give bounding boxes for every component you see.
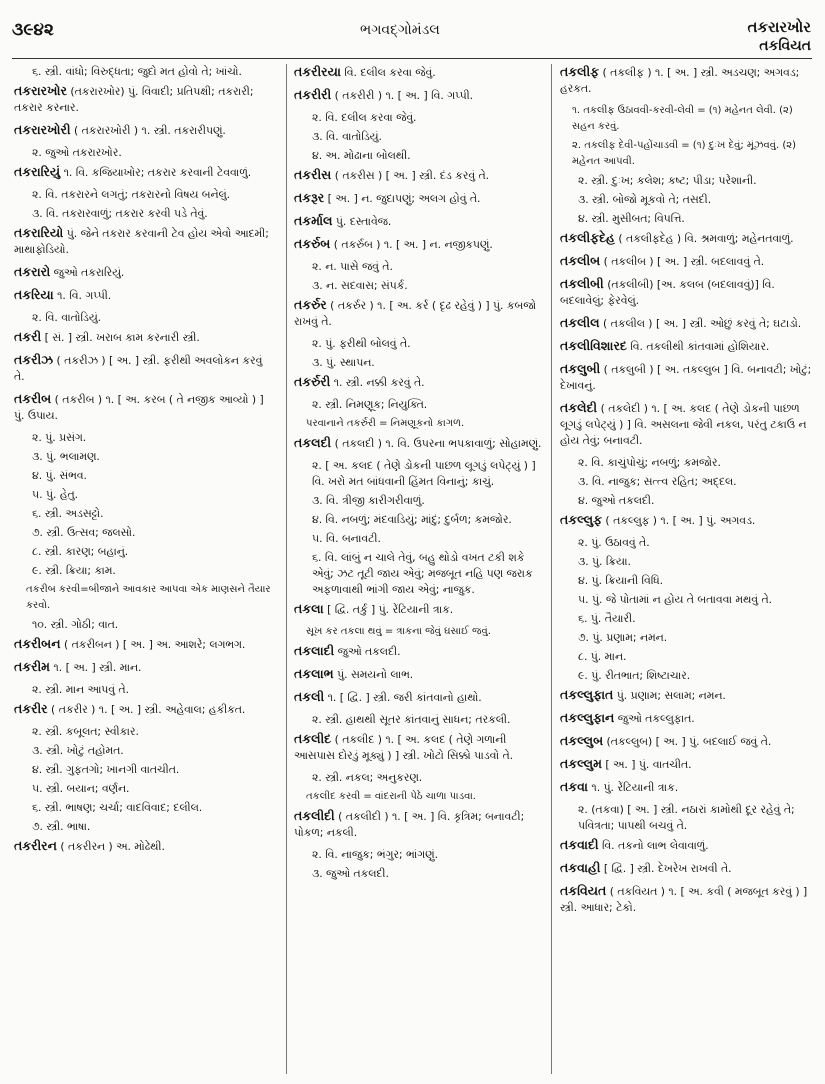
guide-word-first: તકરારખોર xyxy=(747,18,811,36)
entry-sense xyxy=(294,259,546,275)
dictionary-entry xyxy=(14,659,276,676)
dictionary-entry xyxy=(14,391,276,424)
dictionary-entry xyxy=(294,435,546,452)
definition-text: ૨. પું. ફરીથી બોલવું તે. xyxy=(312,337,411,350)
headword: તકલાદી xyxy=(294,643,335,658)
definition-text: ( તકલીફ ) ૧. [ અ. ] સ્ત્રી. અડચણ; અગવડ; હરકત. xyxy=(560,66,800,95)
definition-text: ૩. વિ. વાતોડિયું. xyxy=(312,130,382,143)
entry-sense xyxy=(294,129,546,145)
definition-text: ( તકલીદ ) ૧. [ અ. કલદ ( તેણે ગળાની આસપાસ દોરડું મૂક્યું ) ] સ્ત્રી. ખોટો સિક્કો પાડવો તે. xyxy=(294,733,514,762)
entry-sense xyxy=(14,525,276,541)
dictionary-entry xyxy=(560,253,812,270)
dictionary-entry xyxy=(14,164,276,181)
dictionary-entry xyxy=(560,837,812,854)
entry-sense xyxy=(14,544,276,560)
definition-text: ( તકલીલ ) [ અ. ] સ્ત્રી. ઓછું કરવું તે; ઘટાડો. xyxy=(599,317,802,330)
headword: તકરિયા xyxy=(14,287,54,302)
dictionary-entry xyxy=(14,287,276,304)
running-title: ભગવદ્ગોમંડલ xyxy=(360,22,440,38)
definition-text: ૭. સ્ત્રી. ઉત્સવ; જલસો. xyxy=(32,526,136,539)
definition-text: ૯. સ્ત્રી. ક્રિયા; કામ. xyxy=(32,564,116,577)
definition-text: ( તકરીબ ) ૧. [ અ. કરબ ( તે નજીક આવ્યો ) ] પું. ઉપાય. xyxy=(14,393,264,422)
headword: તકવિયત xyxy=(560,883,607,898)
dictionary-entry xyxy=(14,122,276,139)
usage-example xyxy=(294,416,546,432)
definition-text: ( તકરીર ) ૧. [ અ. ] સ્ત્રી. અહેવાલ; હકીકત. xyxy=(47,703,246,716)
definition-text: ( તકલ્લુફ ) ૧. [ અ. ] પું. અગવડ. xyxy=(602,514,756,527)
headword: તકલેદી xyxy=(560,400,598,415)
definition-text: ( તકર્રુબ ) ૧. [ અ. ] ન. નજીકપણું. xyxy=(330,238,493,251)
definition-text: ( તકરીઝ ) [ અ. ] સ્ત્રી. ફરીથી અવલોકન કરવું તે. xyxy=(14,354,263,383)
definition-text: પું. જેને તકરાર કરવાની ટેવ હોય એવો આદમી; માથાફોડિયો. xyxy=(14,227,269,256)
definition-text: ( તકલીબ ) [ અ. ] સ્ત્રી. બદલાવવું તે. xyxy=(600,255,765,268)
headword: તકલા xyxy=(294,601,324,616)
dictionary-entry xyxy=(14,83,276,116)
headword: તકરારખોરી xyxy=(14,122,71,137)
headword: તકલદી xyxy=(294,435,332,450)
entry-sense xyxy=(560,630,812,646)
headword: તકલ્લુફ xyxy=(560,512,602,527)
definition-text: ( તકલેદી ) ૧. [ અ. કલદ ( તેણે ડોકની પાછળ લૂગડું લપેટ્યું ) ] વિ. અસલના જેવી નકલ, પરંતુ ટકાઉ ન હોય તેવું; બનાવટી. xyxy=(560,402,807,447)
definition-text: ૩. સ્ત્રી. ખોટું તહોમત. xyxy=(32,744,124,757)
headword: તકલ્લુફાન xyxy=(560,710,615,725)
definition-text: [ અ. ] ન. જુદાપણું; અલગ હોવું તે. xyxy=(324,192,481,205)
definition-text: ( તકર્રુર ) ૧. [ અ. કર્ર ( દૃઢ રહેવું ) ] પું. કબજો રાખવું તે. xyxy=(294,299,537,328)
dictionary-entry xyxy=(560,733,812,750)
definition-text: (તકરારખોર) પું. વિવાદી; પ્રતિપક્ષી; તકરારી; તકરાર કરનાર. xyxy=(14,85,254,114)
headword: તકરીમ xyxy=(14,659,50,674)
headword: તકલ્લુબ xyxy=(560,733,604,748)
definition-text: વિ. દલીલ કરવા જેવું. xyxy=(340,66,436,79)
headword: તકરી xyxy=(14,329,42,344)
headword: તકલીફદેહ xyxy=(560,230,615,245)
definition-text: ( તકલીફદેહ ) વિ. શ્રમવાળું; મહેનતવાળું. xyxy=(614,232,794,245)
column-divider-1 xyxy=(286,64,287,1074)
definition-text: ૫. સ્ત્રી. બયાન; વર્ણન. xyxy=(32,782,130,795)
dictionary-entry xyxy=(14,329,276,346)
definition-text: સૂખ કર તકલા થવું = ત્રાકના જેવું ઘસાઈ જવું. xyxy=(306,626,491,637)
headword: તકલાભ xyxy=(294,666,334,681)
headword: તકલીદી xyxy=(294,808,335,823)
column-middle xyxy=(294,64,546,1076)
definition-text: પું. પ્રણામ; સલામ; નમન. xyxy=(613,689,726,702)
dictionary-entry xyxy=(560,338,812,355)
entry-sense xyxy=(14,310,276,326)
entry-sense xyxy=(14,682,276,698)
headword: તકરારખોર xyxy=(14,83,67,98)
usage-example xyxy=(294,789,546,805)
entry-sense xyxy=(294,336,546,352)
entry-sense xyxy=(14,506,276,522)
definition-text: ૨. સ્ત્રી. માન આપવું તે. xyxy=(32,683,130,696)
definition-text: ૬. સ્ત્રી. ભાષણ; ચર્ચા; વાદવિવાદ; દલીલ. xyxy=(32,801,203,814)
dictionary-entry xyxy=(294,167,546,184)
definition-text: (તકલ્લુબ) [ અ. ] પું. બદલાઈ જવું તે. xyxy=(603,735,772,748)
definition-text: ૨. પું. પ્રસંગ. xyxy=(32,431,87,444)
definition-text: ( તકરીરન ) અ. મોઢેથી. xyxy=(56,840,165,853)
entry-sense xyxy=(294,531,546,547)
definition-text: ૬. વિ. લાંબું ન ચાલે તેવું, બહુ થોડો વખત ટકી શકે એવું; ઝટ તૂટી જાય એવું; મજબૂત નહિ પણ જરાક અફળાવાથી ભાંગી જાય એવું; નાજુક. xyxy=(312,551,533,596)
definition-text: ૨. સ્ત્રી. નિમણૂક; નિયુક્તિ. xyxy=(312,398,428,411)
entry-sense xyxy=(14,64,276,80)
definition-text: (તકલીબી) [અ. કલબ (બદલાવવું)] વિ. બદલાવેલું; ફેરવેલું. xyxy=(560,278,775,307)
dictionary-entry xyxy=(294,643,546,660)
entry-sense xyxy=(294,397,546,413)
dictionary-entry xyxy=(560,756,812,773)
definition-text: ( તકલીદી ) ૧. [ અ. ] વિ. કૃત્રિમ; બનાવટી; પોકળ; નકલી. xyxy=(294,810,525,839)
headword: તકર્માલ xyxy=(294,213,333,228)
entry-sense xyxy=(560,554,812,570)
entry-sense xyxy=(294,770,546,786)
definition-text: ( તકરારખોરી ) ૧. સ્ત્રી. તકરારીપણું. xyxy=(70,124,226,137)
headword: તકરૂર xyxy=(294,190,325,205)
definition-text: ૨. તકલીફ દેવી-પહોંચાડવી = (૧) દુઃખ દેવું; મૂંઝવવું. (૨) મહેનત આપવી. xyxy=(572,140,797,167)
dictionary-entry xyxy=(294,64,546,81)
dictionary-entry xyxy=(560,276,812,309)
headword: તકલીવિશારદ xyxy=(560,338,627,353)
definition-text: ૬. સ્ત્રી. અડસટ્ટો. xyxy=(32,507,104,520)
headword: તકલ્લુમ xyxy=(560,756,602,771)
dictionary-entry xyxy=(294,601,546,618)
definition-text: ( તકરીસ ) [ અ. ] સ્ત્રી. દંડ કરવું તે. xyxy=(331,169,490,182)
headword: તકરારો xyxy=(14,264,51,279)
definition-text: ૩. સ્ત્રી. બોજો મૂકવો તે; તસદી. xyxy=(578,193,712,206)
headword: તકલ્લુફાત xyxy=(560,687,614,702)
definition-text: ૪. સ્ત્રી. મુસીબત; વિપત્તિ. xyxy=(578,212,685,225)
definition-text: ૧૦. સ્ત્રી. ગોઠી; વાત. xyxy=(32,618,119,631)
entry-sense xyxy=(14,617,276,633)
entry-sense xyxy=(294,110,546,126)
headword: તકર્રુર xyxy=(294,297,327,312)
dictionary-entry xyxy=(294,689,546,706)
dictionary-entry xyxy=(14,701,276,718)
dictionary-entry xyxy=(560,883,812,916)
definition-text: ૨. વિ. કાચુંપોચું; નબળું; કમજોર. xyxy=(578,456,721,469)
definition-text: ૪. અ. મોઢાના બોલથી. xyxy=(312,149,411,162)
entry-sense xyxy=(14,743,276,759)
usage-example xyxy=(560,138,812,170)
entry-sense xyxy=(294,712,546,728)
headword: તકરીસ xyxy=(294,167,332,182)
headword: તકલીલ xyxy=(560,315,600,330)
dictionary-entry xyxy=(294,213,546,230)
definition-text: ૫. પું. જે પોતામાં ન હોય તે બતાવવા મથવું તે. xyxy=(578,593,773,606)
entry-sense xyxy=(14,781,276,797)
entry-sense xyxy=(14,563,276,579)
dictionary-entry xyxy=(560,687,812,704)
headword: તકર્રુબ xyxy=(294,236,331,251)
definition-text: ૧. વિ. ગપ્પી. xyxy=(53,289,112,302)
entry-sense xyxy=(560,474,812,490)
entry-sense xyxy=(294,458,546,490)
headword: તકરીઝ xyxy=(14,352,54,367)
entry-sense xyxy=(560,535,812,551)
definition-text: ( તકરીરી ) ૧. [ અ. ] વિ. ગપ્પી. xyxy=(331,89,474,102)
definition-text: ૪. વિ. નબળું; મંદવાડિયું; માંદું; દુર્બળ; કમજોર. xyxy=(312,513,512,526)
definition-text: ૩. પું. ક્રિયા. xyxy=(578,555,631,568)
definition-text: ૨. ન. પાસે જવું તે. xyxy=(312,260,393,273)
definition-text: ૮. સ્ત્રી. કારણ; બહાનું. xyxy=(32,545,129,558)
headword: તકવા xyxy=(560,779,588,794)
definition-text: ૩. પું. ભલામણ. xyxy=(32,450,100,463)
definition-text: ૧. તકલીફ ઉઠાવવી-કરવી-લેવી = (૧) મહેનત લેવી. (૨) સહન કરવું. xyxy=(572,105,793,132)
entry-sense xyxy=(14,206,276,222)
entry-sense xyxy=(560,573,812,589)
definition-text: ( તકરીબન ) [ અ. ] અ. આશરે; લગભગ. xyxy=(60,638,246,651)
usage-example xyxy=(294,624,546,640)
column-right xyxy=(560,64,812,1076)
entry-sense xyxy=(14,487,276,503)
definition-text: ૫. વિ. બનાવટી. xyxy=(312,532,381,545)
entry-sense xyxy=(560,173,812,189)
definition-text: ૨. વિ. નાજુક; ભંગુર; ભાંગણું. xyxy=(312,848,439,861)
definition-text: ૩. ન. સદવાસ; સંપર્ક. xyxy=(312,279,408,292)
definition-text: ૯. પું. રીતભાત; શિષ્ટાચાર. xyxy=(578,669,691,682)
dictionary-entry xyxy=(14,838,276,855)
entry-sense xyxy=(14,800,276,816)
definition-text: ૮. પું. માન. xyxy=(578,650,627,663)
entry-sense xyxy=(14,468,276,484)
entry-sense xyxy=(560,493,812,509)
definition-text: ૨. સ્ત્રી. હાથથી સૂતર કાંતવાનું સાધન; તરકલી. xyxy=(312,713,511,726)
definition-text: ૧. પું. રેંટિયાની ત્રાક. xyxy=(587,781,679,794)
entry-sense xyxy=(14,724,276,740)
entry-sense xyxy=(14,449,276,465)
headword: તકલીફ xyxy=(560,64,600,79)
definition-text: ૬. સ્ત્રી. વાંધો; વિરુદ્ધતા; જુદો મત હોવો તે; ખાંચો. xyxy=(32,65,242,78)
definition-text: ૬. પું. તૈયારી. xyxy=(578,612,636,625)
dictionary-entry xyxy=(560,779,812,796)
headword: તકર્રુરી xyxy=(294,374,331,389)
headword: તકરીર xyxy=(14,701,48,716)
entry-sense xyxy=(560,592,812,608)
definition-text: ૧. વિ. કજિયાખોર; તકરાર કરવાની ટેવવાળું. xyxy=(60,166,252,179)
dictionary-entry xyxy=(560,512,812,529)
definition-text: ૩. વિ. ત્રીજી કારીગરીવાળું. xyxy=(312,494,425,507)
entry-sense xyxy=(14,430,276,446)
dictionary-entry xyxy=(294,666,546,683)
definition-text: ૪. જુઓ તકલદી. xyxy=(578,494,655,507)
definition-text: [ સં. ] સ્ત્રી. ખરાબ કામ કરનારી સ્ત્રી. xyxy=(41,331,200,344)
definition-text: પરવાનાને તકર્રુરી = નિમણૂકનો કાગળ. xyxy=(306,418,465,429)
dictionary-entry xyxy=(14,352,276,385)
definition-text: ૧. સ્ત્રી. નક્કી કરવું તે. xyxy=(330,376,425,389)
entry-sense xyxy=(294,148,546,164)
entry-sense xyxy=(560,192,812,208)
column-left xyxy=(14,64,276,1076)
definition-text: ૨. (તકવા) [ અ. ] સ્ત્રી. નઠારાં કામોથી દૂર રહેવું તે; પવિત્રતા; પાપથી બચવું તે. xyxy=(578,803,795,832)
dictionary-entry xyxy=(294,87,546,104)
definition-text: ૨. સ્ત્રી. દુઃખ; કલેશ; કષ્ટ; પીડા; પરેશાની. xyxy=(578,174,757,187)
header-rule xyxy=(12,58,812,59)
definition-text: ૪. પું. સંભવ. xyxy=(32,469,87,482)
dictionary-entry xyxy=(294,297,546,330)
dictionary-entry xyxy=(14,225,276,258)
guide-word-last: તકવિયત xyxy=(759,38,811,54)
definition-text: [ અ. ] પું. વાતચીત. xyxy=(601,758,692,771)
headword: તકરીરી xyxy=(294,87,332,102)
definition-text: પું. સમયનો લાભ. xyxy=(333,668,414,681)
dictionary-entry xyxy=(560,315,812,332)
definition-text: જુઓ તકરારિયું. xyxy=(50,266,125,279)
entry-sense xyxy=(560,611,812,627)
definition-text: ૩. જુઓ તકલદી. xyxy=(312,867,389,880)
definition-text: ૪. પું. ક્રિયાની વિધિ. xyxy=(578,574,664,587)
entry-sense xyxy=(294,278,546,294)
definition-text: ૩. વિ. નાજુક; સત્ત્વ રહિત; અદ્દલ. xyxy=(578,475,737,488)
dictionary-entry xyxy=(560,64,812,97)
headword: તકરીબન xyxy=(14,636,61,651)
headword: તકલી xyxy=(294,689,325,704)
entry-sense xyxy=(294,355,546,371)
definition-text: ૨. વિ. તકરારને લગતું; તકરારનો વિષય બનેલું. xyxy=(32,188,231,201)
headword: તકલુબી xyxy=(560,361,601,376)
entry-sense xyxy=(560,211,812,227)
entry-sense xyxy=(14,187,276,203)
dictionary-entry xyxy=(560,400,812,449)
headword: તકલીબ xyxy=(560,253,601,268)
page-header xyxy=(0,0,825,58)
definition-text: ૩. વિ. તકરારવાળું; તકરાર કરવી પડે તેવું. xyxy=(32,207,208,220)
definition-text: ૨. પું. ઉઠાવવું તે. xyxy=(578,536,650,549)
dictionary-entry xyxy=(294,731,546,764)
headword: તકવાહી xyxy=(560,860,601,875)
dictionary-entry xyxy=(560,710,812,727)
headword: તકલીબી xyxy=(560,276,604,291)
definition-text: ૪. સ્ત્રી. ગુફતગો; ખાનગી વાતચીત. xyxy=(32,763,180,776)
dictionary-entry xyxy=(560,230,812,247)
definition-text: ૩. પું. સ્થાપન. xyxy=(312,356,375,369)
headword: તકરારિયું xyxy=(14,164,61,179)
definition-text: ૨. સ્ત્રી. કબૂલત; સ્વીકાર. xyxy=(32,725,139,738)
definition-text: ( તકલદી ) ૧. વિ. ઉપરના ભપકાવાળું; સોહામણું. xyxy=(331,437,542,450)
definition-text: ૨. [ અ. કલદ ( તેણે ડોકની પાછળ લૂગડું લપેટ્યું ) ] વિ. ખરો મત બાંધવાની હિંમત વિનાનું; કાચું. xyxy=(312,459,536,488)
definition-text: ૧. [ દ્વિ. ] સ્ત્રી. જરી કાંતવાનો હાથો. xyxy=(324,691,482,704)
entry-sense xyxy=(294,550,546,598)
headword: તકરીબ xyxy=(14,391,52,406)
entry-sense xyxy=(14,819,276,835)
definition-text: ( તકવિયત ) ૧. [ અ. કવી ( મજબૂત કરવું ) ] સ્ત્રી. આધાર; ટેકો. xyxy=(560,885,808,914)
definition-text: જુઓ તકલદી. xyxy=(334,645,401,658)
definition-text: ૨. સ્ત્રી. નકલ; અનુકરણ. xyxy=(312,771,423,784)
definition-text: ૧. [ અ. ] સ્ત્રી. માન. xyxy=(49,661,142,674)
definition-text: ૨. વિ. દલીલ કરવા જેવું. xyxy=(312,111,417,124)
headword: તકરીરયા xyxy=(294,64,341,79)
definition-text: ૫. પું. હેતુ. xyxy=(32,488,79,501)
usage-example xyxy=(14,582,276,614)
definition-text: ૨. જુઓ તકરારખોર. xyxy=(32,146,122,159)
dictionary-entry xyxy=(294,808,546,841)
headword: તકરીરન xyxy=(14,838,57,853)
definition-text: વિ. તકનો લાભ લેવાવાળું. xyxy=(598,839,709,852)
dictionary-entry xyxy=(560,860,812,877)
entry-sense xyxy=(560,649,812,665)
definition-text: ( તકલુબી ) [ અ. તકલ્લુબ ] વિ. બનાવટી; ખોટું; દેખાવનું. xyxy=(560,363,812,392)
entry-sense xyxy=(294,866,546,882)
dictionary-entry xyxy=(294,374,546,391)
entry-sense xyxy=(14,762,276,778)
usage-example xyxy=(560,103,812,135)
entry-sense xyxy=(560,802,812,834)
definition-text: ૭. પું. પ્રણામ; નમન. xyxy=(578,631,668,644)
entry-sense xyxy=(14,145,276,161)
entry-sense xyxy=(560,455,812,471)
dictionary-entry xyxy=(294,236,546,253)
definition-text: જુઓ તકલ્લુફાત. xyxy=(614,712,695,725)
definition-text: [ દ્વિ. તર્કુ ] પું. રેંટિયાની ત્રાક. xyxy=(323,603,454,616)
definition-text: તકલીદ કરવી = વાંદરાની પેઠે ચાળા પાડવા. xyxy=(306,791,476,802)
headword: તકલીદ xyxy=(294,731,332,746)
headword: તકરારિયો xyxy=(14,225,64,240)
definition-text: તકરીબ કરવી=બીજાને આવકાર આપવા એક માણસને તૈયાર કરવો. xyxy=(26,584,271,611)
definition-text: વિ. તકલીથી કાંતવામાં હોશિયાર. xyxy=(626,340,770,353)
dictionary-entry xyxy=(14,264,276,281)
dictionary-entry xyxy=(560,361,812,394)
headword: તકવાદી xyxy=(560,837,599,852)
definition-text: ૨. વિ. વાતોડિયું. xyxy=(32,311,102,324)
definition-text: [ દ્વિ. ] સ્ત્રી. દેખરેખ રાખવી તે. xyxy=(600,862,732,875)
dictionary-entry xyxy=(294,190,546,207)
entry-sense xyxy=(294,847,546,863)
page-number: ૩૯૪૨ xyxy=(12,20,54,40)
definition-text: ૭. સ્ત્રી. ભાષા. xyxy=(32,820,91,833)
definition-text: પું. દસ્તાવેજ. xyxy=(332,215,392,228)
dictionary-entry xyxy=(14,636,276,653)
entry-sense xyxy=(294,512,546,528)
entry-sense xyxy=(294,493,546,509)
column-divider-2 xyxy=(551,64,552,1074)
entry-sense xyxy=(560,668,812,684)
